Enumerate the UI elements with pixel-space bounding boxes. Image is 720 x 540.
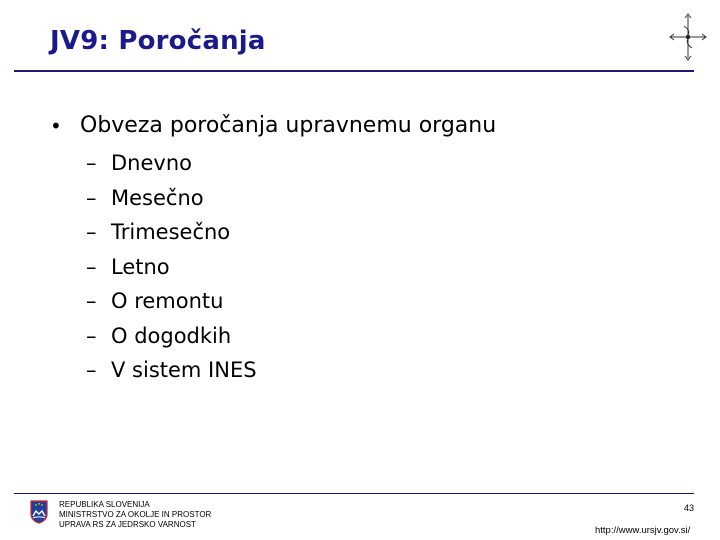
dash-symbol: – [86, 358, 97, 383]
list-item-text: Letno [111, 254, 170, 279]
atom-logo-icon [666, 12, 710, 62]
page-number: 43 [684, 503, 695, 513]
list-item [86, 146, 257, 181]
dash-symbol: – [86, 254, 97, 279]
list-item-text: O dogodkih [111, 323, 232, 348]
dash-symbol: – [86, 323, 97, 348]
slovenia-coat-of-arms-icon [30, 500, 48, 524]
footer-divider [14, 493, 694, 494]
dash-symbol: – [86, 220, 97, 245]
slide-title: JV9: Poročanja [50, 26, 266, 56]
list-item-text: V sistem INES [111, 358, 257, 383]
list-item-text: Trimesečno [111, 220, 231, 245]
list-item-text: O remontu [111, 289, 224, 314]
main-bullet [50, 113, 496, 138]
sub-item-list [86, 146, 257, 388]
org-line: UPRAVA RS ZA JEDRSKO VARNOST [59, 520, 196, 529]
org-line: REPUBLIKA SLOVENIJA [59, 500, 150, 509]
list-item [86, 353, 257, 388]
list-item-text: Mesečno [111, 185, 204, 210]
main-bullet-text: Obveza poročanja upravnemu organu [80, 113, 497, 138]
org-line: MINISTRSTVO ZA OKOLJE IN PROSTOR [59, 510, 212, 519]
list-item [86, 319, 257, 354]
list-item [86, 284, 257, 319]
list-item [86, 181, 257, 216]
dash-symbol: – [86, 151, 97, 176]
dash-symbol: – [86, 289, 97, 314]
bullet-symbol: • [50, 113, 62, 138]
list-item-text: Dnevno [111, 151, 192, 176]
dash-symbol: – [86, 185, 97, 210]
list-item [86, 215, 257, 250]
footer-url-link[interactable]: http://www.ursjv.gov.si/ [595, 525, 691, 536]
list-item [86, 250, 257, 285]
title-divider [14, 70, 694, 72]
footer-organization [59, 500, 211, 530]
